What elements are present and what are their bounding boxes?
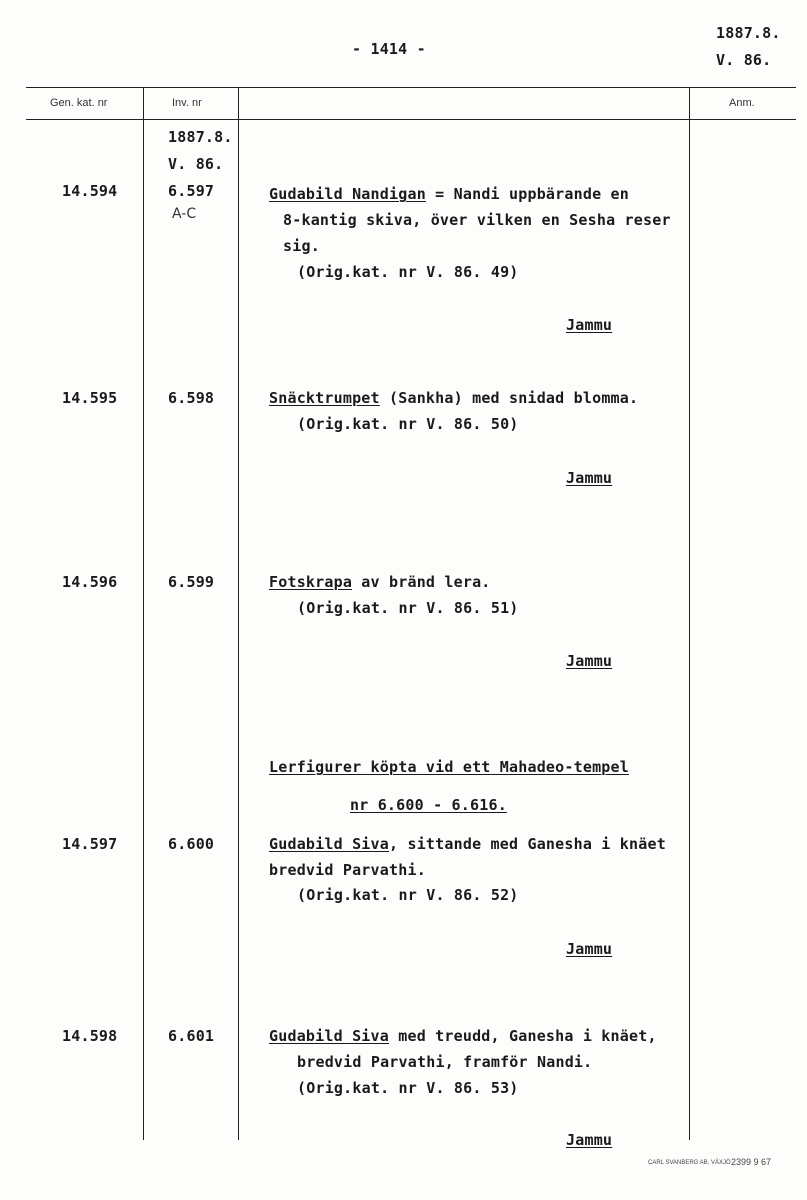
column-divider-gen-inv <box>143 88 144 1140</box>
entry-title: Gudabild Siva <box>269 835 389 853</box>
provenance-place: Jammu <box>566 940 613 958</box>
table-header-rule <box>26 119 796 120</box>
column-divider-inv-text <box>238 88 239 1140</box>
inv-number: 6.599 <box>168 573 215 591</box>
entry-text: av bränd lera. <box>352 573 491 591</box>
provenance-place: Jammu <box>566 652 613 670</box>
entry-description-line <box>269 389 638 407</box>
inv-number: 6.601 <box>168 1027 215 1045</box>
entry-description-line <box>269 573 491 591</box>
accession-year: 1887.8. <box>716 24 781 42</box>
group-heading: Lerfigurer köpta vid ett Mahadeo-tempel <box>269 758 629 776</box>
entry-description-line <box>269 835 666 853</box>
gen-kat-number: 14.595 <box>62 389 118 407</box>
entry-text: = Nandi uppbärande en <box>425 185 630 203</box>
entry-text-line: bredvid Parvathi. <box>269 861 426 879</box>
entry-text: med treudd, Ganesha i knäet, <box>389 1027 657 1045</box>
inv-continuation-collection: V. 86. <box>168 155 224 173</box>
entry-title: Snäcktrumpet <box>269 389 380 407</box>
provenance-place: Jammu <box>566 1131 613 1149</box>
entry-text-line: bredvid Parvathi, framför Nandi. <box>297 1053 593 1071</box>
group-number-range: nr 6.600 - 6.616. <box>350 796 507 814</box>
entry-description-line <box>269 1027 657 1045</box>
column-divider-text-anm <box>689 88 690 1140</box>
gen-kat-number: 14.598 <box>62 1027 118 1045</box>
inv-continuation-year: 1887.8. <box>168 128 233 146</box>
table-top-rule <box>26 87 796 88</box>
printer-imprint: CARL SVANBERG AB, VÄXJÖ <box>648 1160 731 1166</box>
column-header-gen-kat: Gen. kat. nr <box>50 97 108 109</box>
column-header-inv: Inv. nr <box>172 97 202 109</box>
inv-handwritten-note: A-C <box>172 206 197 222</box>
orig-kat-reference: (Orig.kat. nr V. 86. 49) <box>297 263 519 281</box>
page-number: - 1414 - <box>352 40 426 58</box>
entry-title: Gudabild Siva <box>269 1027 389 1045</box>
orig-kat-reference: (Orig.kat. nr V. 86. 51) <box>297 599 519 617</box>
entry-text-line: sig. <box>283 237 320 255</box>
entry-title: Gudabild Nandigan <box>269 185 426 203</box>
orig-kat-reference: (Orig.kat. nr V. 86. 53) <box>297 1079 519 1097</box>
orig-kat-reference: (Orig.kat. nr V. 86. 52) <box>297 886 519 904</box>
inv-number: 6.598 <box>168 389 215 407</box>
entry-description-line <box>269 185 629 203</box>
entry-text-line: 8-kantig skiva, över vilken en Sesha reser <box>283 211 671 229</box>
form-number: 2399 9 67 <box>731 1157 772 1167</box>
entry-text: (Sankha) med snidad blomma. <box>379 389 639 407</box>
provenance-place: Jammu <box>566 469 613 487</box>
inv-number: 6.597 <box>168 182 215 200</box>
gen-kat-number: 14.597 <box>62 835 118 853</box>
gen-kat-number: 14.594 <box>62 182 118 200</box>
inv-number: 6.600 <box>168 835 215 853</box>
entry-text: , sittande med Ganesha i knäet <box>389 835 666 853</box>
gen-kat-number: 14.596 <box>62 573 118 591</box>
column-header-anm: Anm. <box>729 97 755 109</box>
orig-kat-reference: (Orig.kat. nr V. 86. 50) <box>297 415 519 433</box>
accession-collection: V. 86. <box>716 51 772 69</box>
provenance-place: Jammu <box>566 316 613 334</box>
entry-title: Fotskrapa <box>269 573 353 591</box>
